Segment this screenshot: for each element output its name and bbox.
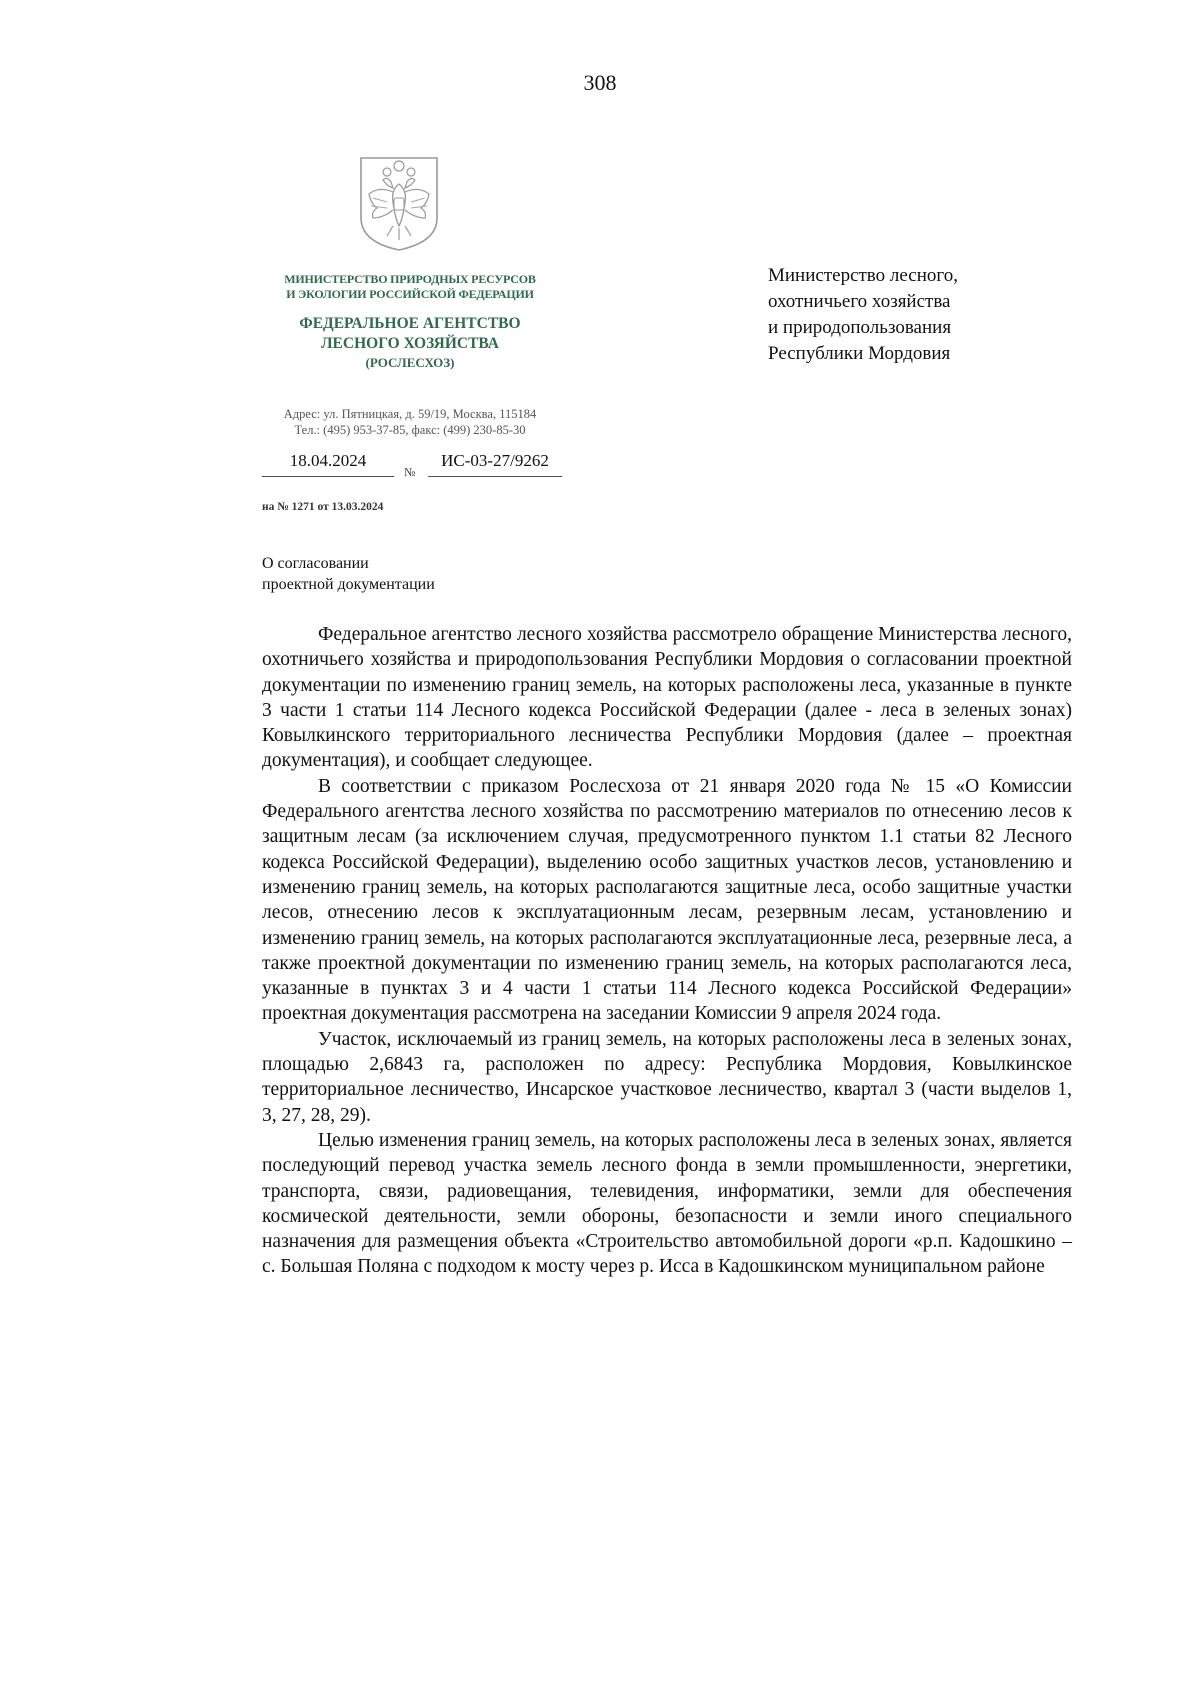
ministry-name-line1: МИНИСТЕРСТВО ПРИРОДНЫХ РЕСУРСОВ [284, 272, 536, 286]
address-line: Адрес: ул. Пятницкая, д. 59/19, Москва, 115184 [283, 407, 537, 421]
subject-line: О согласовании проектной документации [262, 555, 435, 593]
date-underline [262, 476, 394, 477]
letter-body [262, 622, 1072, 1280]
registration-date: 18.04.2024 [289, 451, 367, 470]
recipient-block: Министерство лесного, охотничьего хозяйства и природопользования Республики Мордовия [768, 265, 958, 364]
body-paragraph: Федеральное агентство лесного хозяйства рассмотрело обращение Министерства лесного, охотничьего хозяйства и природопользования Республики Мордовия о согласовании проектной документации по изменению границ земель, на которых расположены леса, указанные в пункте 3 части 1 статьи 114 Лесного кодекса Российской Федерации (далее - леса в зеленых зонах) Ковылкинского территориального лесничества Республики Мордовия (далее – проектная документация), и сообщает следующее. [262, 624, 1072, 772]
page-number: 308 [583, 70, 617, 95]
number-underline [428, 476, 562, 477]
ministry-name-line2: И ЭКОЛОГИИ РОССИЙСКОЙ ФЕДЕРАЦИИ [286, 287, 534, 301]
registration-date-field [262, 449, 394, 483]
agency-abbreviation: (РОСЛЕСХОЗ) [365, 355, 455, 370]
number-sign: № [404, 465, 416, 479]
body-paragraph: В соответствии с приказом Рослесхоза от 21 января 2020 года № 15 «О Комиссии Федерального агентства лесного хозяйства по рассмотрению материалов по отнесению лесов к защитным лесам (за исключением случая, предусмотренного пунктом 1.1 статьи 82 Лесного кодекса Российской Федерации), выделению особо защитных участков лесов, установлению и изменению границ земель, на которых располагаются защитные леса, особо защитные участки лесов, отнесению лесов к эксплуатационным лесам, резервным лесам, установлению и изменению границ земель, на которых располагаются эксплуатационные леса, резервные леса, а также проектной документации по изменению границ земель, на которых располагаются леса, указанные в пунктах 3 и 4 части 1 статьи 114 Лесного кодекса Российской Федерации» проектная документация рассмотрена на заседании Комиссии 9 апреля 2024 года. [262, 775, 1072, 1025]
agency-name-line2: ЛЕСНОГО ХОЗЯЙСТВА [321, 335, 499, 352]
body-paragraph: Целью изменения границ земель, на которых расположены леса в зеленых зонах, является последующий перевод участка земель лесного фонда в земли промышленности, энергетики, транспорта, связи, радиовещания, телевидения, информатики, земли для обеспечения космической деятельности, земли обороны, безопасности и земли иного специального назначения для размещения объекта «Строительство автомобильной дороги «р.п. Кадошкино – с. Большая Поляна с подходом к мосту через р. Исса в Кадошкинском муниципальном районе [262, 1129, 1072, 1278]
coat-of-arms-emblem [357, 156, 441, 252]
sender-address [240, 406, 580, 438]
phone-fax-line: Тел.: (495) 953-37-85, факс: (499) 230-85-30 [294, 423, 526, 437]
reference-line: на № 1271 от 13.03.2024 [262, 501, 384, 513]
registration-number: ИС-03-27/9262 [441, 451, 549, 470]
body-paragraph: Участок, исключаемый из границ земель, на которых расположены леса в зеленых зонах, площадью 2,6843 га, расположен по адресу: Республика Мордовия, Ковылкинское территориальное лесничество, Инсарское участковое лесничество, квартал 3 (части выделов 1, 3, 27, 28, 29). [262, 1028, 1072, 1126]
registration-number-field [428, 449, 562, 483]
sender-letterhead [240, 272, 580, 372]
agency-name-line1: ФЕДЕРАЛЬНОЕ АГЕНТСТВО [299, 315, 521, 332]
